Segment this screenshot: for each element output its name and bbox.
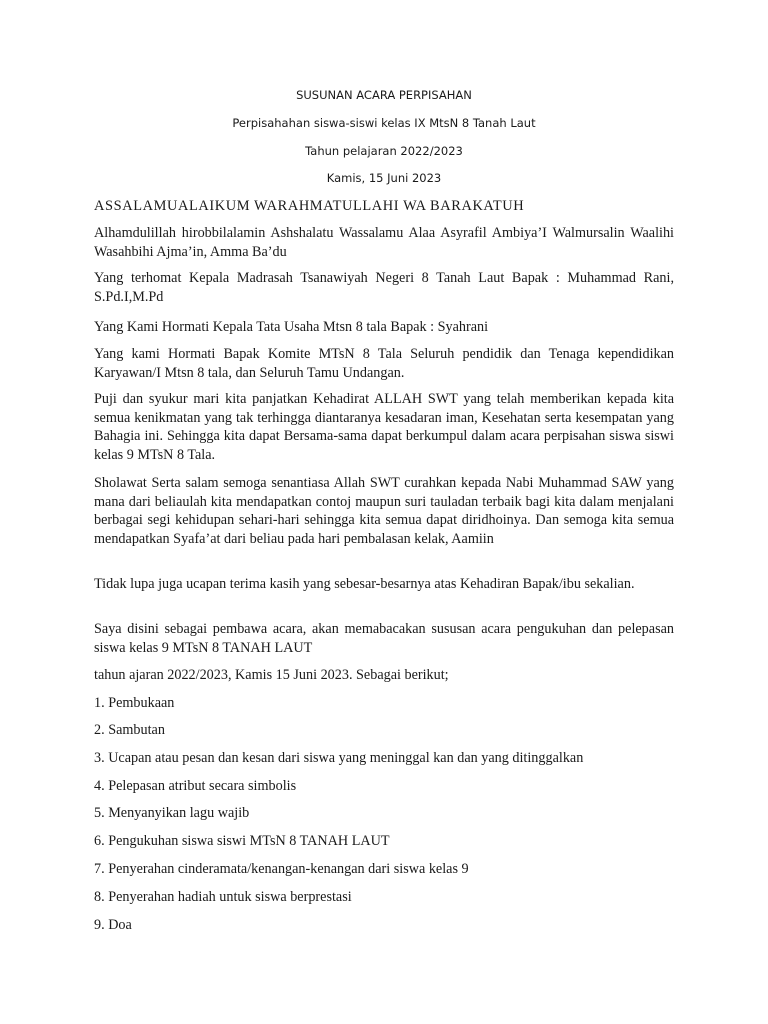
document-title: SUSUNAN ACARA PERPISAHAN xyxy=(296,88,472,102)
paragraph-gratitude: Puji dan syukur mari kita panjatkan Kehadirat ALLAH SWT yang telah memberikan kepada kita semua kenikmatan yang tak terhingga diantaranya kesadaran iman, Kesehatan serta kesempatan yang Bahagia ini. Sehingga kita dapat Bersama-sama dapat berkumpul dalam acara perpisahan siswa siswi kelas 9 MTsN 8 Tala. xyxy=(94,391,674,463)
agenda-item: 2. Sambutan xyxy=(94,722,165,738)
paragraph-thanks: Tidak lupa juga ucapan terima kasih yang sebesar-besarnya atas Kehadiran Bapak/ibu sekalian. xyxy=(94,576,635,592)
agenda-item: 1. Pembukaan xyxy=(94,695,175,711)
agenda-item: 5. Menyanyikan lagu wajib xyxy=(94,805,250,821)
academic-year: Tahun pelajaran 2022/2023 xyxy=(305,144,463,158)
paragraph-sholawat: Sholawat Serta salam semoga senantiasa Allah SWT curahkan kepada Nabi Muhammad SAW yang mana dari beliaulah kita mendapatkan contoj maupun suri tauladan terbaik bagi kita dalam menjalani berbagai segi kehidupan sehari-hari sehingga kita semua dapat diridhoinya. Dan semoga kita semua mendapatkan Syafa’at dari beliau pada hari pembalasan kelak, Aamiin xyxy=(94,475,674,547)
agenda-item: 7. Penyerahan cinderamata/kenangan-kenangan dari siswa kelas 9 xyxy=(94,861,469,877)
agenda-item: 3. Ucapan atau pesan dan kesan dari siswa yang meninggal kan dan yang ditinggalkan xyxy=(94,750,584,766)
opening-greeting: ASSALAMUALAIKUM WARAHMATULLAHI WA BARAKATUH xyxy=(94,198,525,214)
agenda-item: 9. Doa xyxy=(94,917,132,933)
agenda-item: 8. Penyerahan hadiah untuk siswa berprestasi xyxy=(94,889,352,905)
paragraph-schedule-intro: tahun ajaran 2022/2023, Kamis 15 Juni 2023. Sebagai berikut; xyxy=(94,667,449,683)
paragraph-admin-head: Yang Kami Hormati Kepala Tata Usaha Mtsn 8 tala Bapak : Syahrani xyxy=(94,319,489,335)
paragraph-opening-prayer: Alhamdulillah hirobbilalamin Ashshalatu Wassalamu Alaa Asyrafil Ambiya’I Walmursalin Waalihi Wasahbihi Ajma’in, Amma Ba’du xyxy=(94,225,674,260)
agenda-item: 6. Pengukuhan siswa siswi MTsN 8 TANAH LAUT xyxy=(94,833,390,849)
paragraph-committee: Yang kami Hormati Bapak Komite MTsN 8 Tala Seluruh pendidik dan Tenaga kependidikan Karyawan/I Mtsn 8 tala, dan Seluruh Tamu Undangan. xyxy=(94,346,674,381)
event-date: Kamis, 15 Juni 2023 xyxy=(326,171,442,185)
agenda-item: 4. Pelepasan atribut secara simbolis xyxy=(94,778,297,794)
document-subtitle: Perpisahahan siswa-siswi kelas IX MtsN 8 Tanah Laut xyxy=(232,116,536,130)
paragraph-headmaster: Yang terhomat Kepala Madrasah Tsanawiyah Negeri 8 Tanah Laut Bapak : Muhammad Rani, S.Pd.I,M.Pd xyxy=(94,270,674,305)
paragraph-announcement: Saya disini sebagai pembawa acara, akan memabacakan sususan acara pengukuhan dan pelepasan siswa kelas 9 MTsN 8 TANAH LAUT xyxy=(94,621,674,656)
